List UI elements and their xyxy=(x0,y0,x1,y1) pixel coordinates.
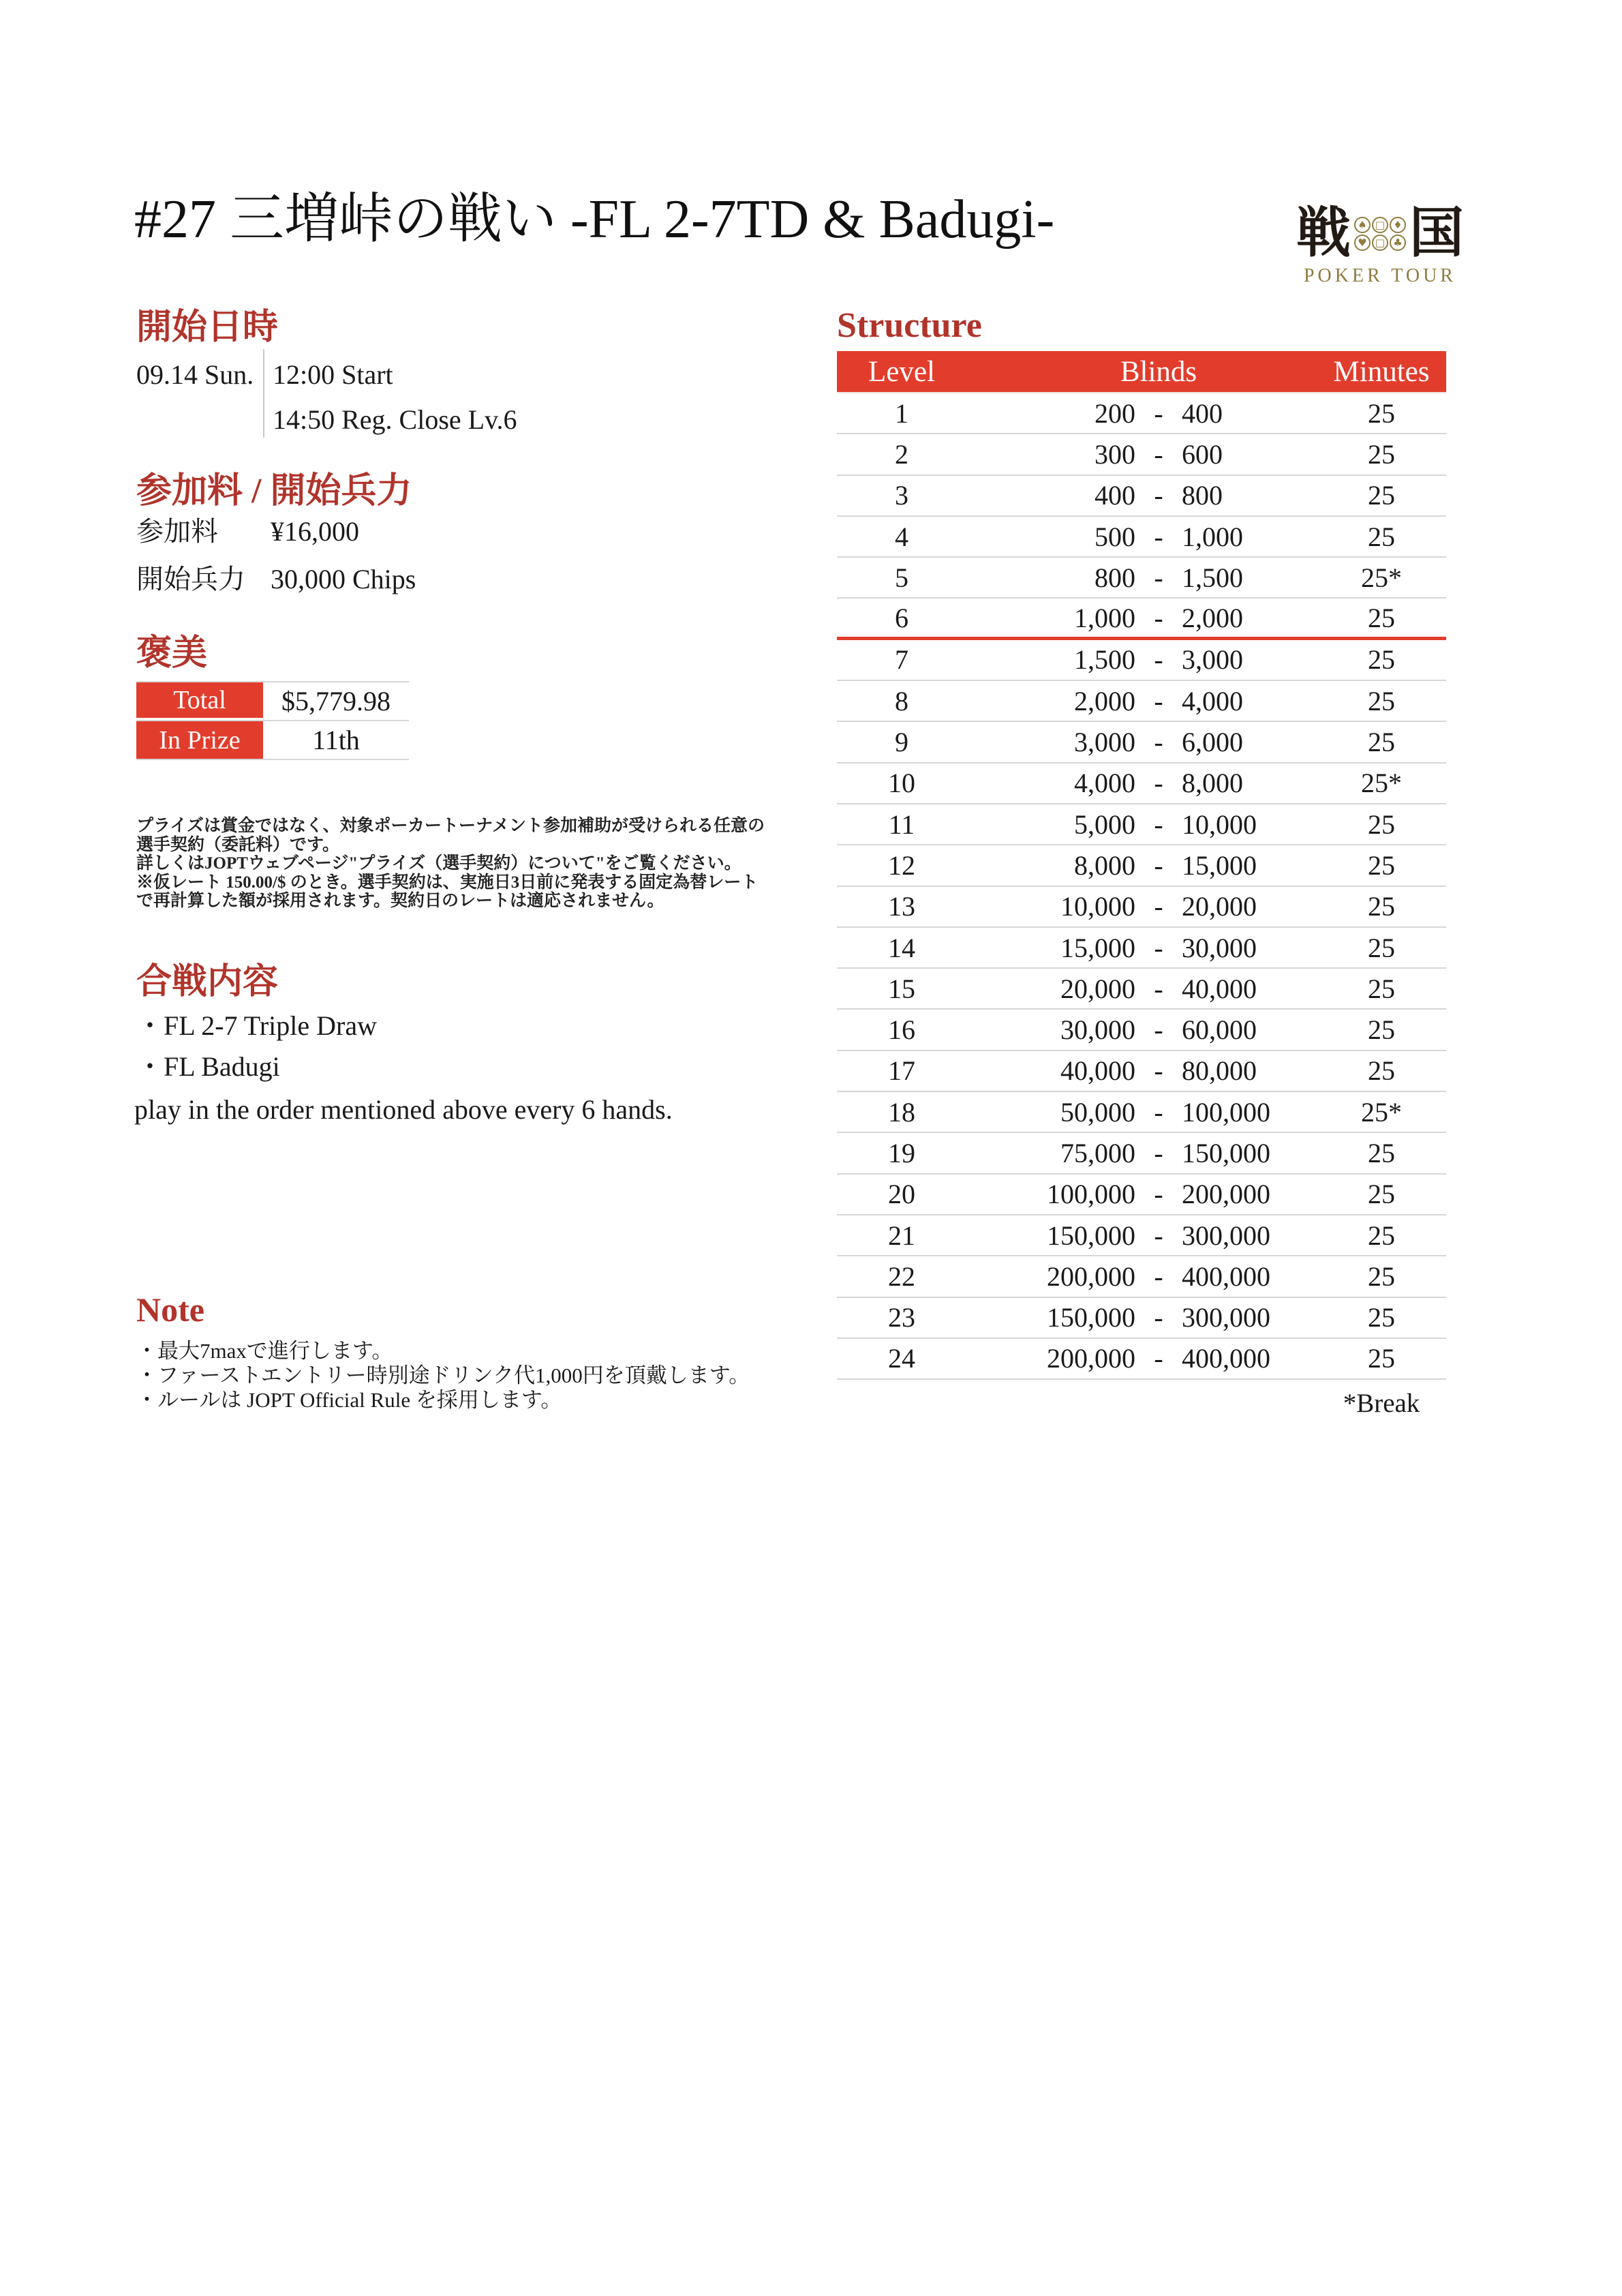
structure-row xyxy=(837,1256,1446,1297)
big-blind-cell: 8,000 xyxy=(1182,768,1243,799)
blinds-dash: - xyxy=(1154,809,1163,840)
prize-row-total xyxy=(136,682,409,721)
prize-table xyxy=(136,681,409,760)
coin-spade-icon: ♠ xyxy=(1354,217,1371,233)
big-blind-cell: 400 xyxy=(1182,397,1223,429)
structure-row xyxy=(837,517,1446,558)
level-cell: 23 xyxy=(888,1302,915,1333)
small-blind-cell: 2,000 xyxy=(1074,685,1135,716)
big-blind-cell: 150,000 xyxy=(1182,1137,1270,1168)
schedule-date: 09.14 Sun. xyxy=(136,359,254,390)
big-blind-cell: 600 xyxy=(1182,438,1223,470)
structure-row xyxy=(837,476,1446,517)
structure-row xyxy=(837,1133,1446,1174)
prize-disclaimer xyxy=(136,817,818,911)
level-cell: 22 xyxy=(888,1260,915,1292)
big-blind-cell: 400,000 xyxy=(1182,1260,1270,1292)
structure-row xyxy=(837,1092,1446,1133)
col-header-blinds: Blinds xyxy=(1120,355,1197,388)
level-cell: 18 xyxy=(888,1096,915,1128)
entry-fee-value: ¥16,000 xyxy=(271,516,359,547)
prize-total-label: Total xyxy=(136,682,263,720)
game-item: ・FL Badugi xyxy=(136,1051,280,1082)
level-cell: 9 xyxy=(895,727,908,758)
games-heading: 合戦内容 xyxy=(136,963,279,1001)
minutes-cell: 25 xyxy=(1368,849,1395,881)
page-title: #27 三増峠の戦い -FL 2-7TD & Badugi- xyxy=(134,190,1055,250)
big-blind-cell: 15,000 xyxy=(1182,849,1257,881)
big-blind-cell: 60,000 xyxy=(1182,1014,1257,1046)
structure-row xyxy=(837,1339,1446,1380)
minutes-cell: 25 xyxy=(1368,727,1395,758)
coin-diamond-icon: ♦ xyxy=(1390,217,1406,233)
minutes-cell: 25 xyxy=(1368,1137,1395,1168)
note-item: ・最大7maxで進行します。 xyxy=(136,1339,393,1363)
blinds-dash: - xyxy=(1154,932,1163,963)
logo-kanji-row xyxy=(1295,204,1465,264)
coin-square-icon: □ xyxy=(1372,217,1388,233)
blinds-dash: - xyxy=(1154,849,1163,881)
small-blind-cell: 4,000 xyxy=(1074,768,1135,799)
big-blind-cell: 80,000 xyxy=(1182,1055,1257,1087)
prize-total-value: $5,779.98 xyxy=(281,686,391,716)
small-blind-cell: 3,000 xyxy=(1074,727,1135,758)
level-cell: 1 xyxy=(895,397,908,429)
minutes-cell: 25 xyxy=(1368,809,1395,840)
minutes-cell: 25* xyxy=(1361,1096,1402,1128)
big-blind-cell: 3,000 xyxy=(1182,644,1243,676)
note-item: ・ファーストエントリー時別途ドリンク代1,000円を頂戴します。 xyxy=(136,1363,750,1387)
level-cell: 2 xyxy=(895,438,908,470)
level-cell: 16 xyxy=(888,1014,915,1046)
logo-kanji-left: 戦 xyxy=(1296,204,1351,264)
small-blind-cell: 8,000 xyxy=(1074,849,1135,881)
blinds-dash: - xyxy=(1154,644,1163,676)
logo-subtitle: POKER TOUR xyxy=(1303,265,1456,286)
col-header-minutes: Minutes xyxy=(1333,355,1430,388)
structure-row xyxy=(837,1010,1446,1051)
blinds-dash: - xyxy=(1154,685,1163,716)
structure-row xyxy=(837,722,1446,763)
blinds-dash: - xyxy=(1154,438,1163,470)
blinds-dash: - xyxy=(1154,891,1163,922)
prize-row-inprize xyxy=(136,721,409,760)
big-blind-cell: 100,000 xyxy=(1182,1096,1270,1128)
disclaimer-line: ※仮レート 150.00/$ のとき。選手契約は、実施日3日前に発表する固定為替レート xyxy=(136,873,759,892)
level-cell: 6 xyxy=(895,602,908,633)
minutes-cell: 25 xyxy=(1368,891,1395,922)
big-blind-cell: 40,000 xyxy=(1182,973,1257,1004)
prize-heading: 褒美 xyxy=(136,634,208,673)
schedule-divider xyxy=(263,349,264,438)
level-cell: 17 xyxy=(888,1055,915,1087)
note-list xyxy=(136,1339,750,1413)
minutes-cell: 25 xyxy=(1368,1179,1395,1210)
level-cell: 5 xyxy=(895,562,908,593)
schedule-heading: 開始日時 xyxy=(136,308,279,347)
small-blind-cell: 150,000 xyxy=(1047,1302,1135,1333)
game-item: ・FL 2-7 Triple Draw xyxy=(136,1010,377,1041)
small-blind-cell: 15,000 xyxy=(1060,932,1135,963)
structure-table-header xyxy=(837,351,1446,393)
big-blind-cell: 1,000 xyxy=(1182,521,1243,552)
level-cell: 4 xyxy=(895,521,908,552)
disclaimer-line: 選手契約（委託料）です。 xyxy=(136,835,340,854)
minutes-cell: 25 xyxy=(1368,438,1395,470)
structure-row xyxy=(837,681,1446,722)
structure-table xyxy=(837,351,1446,1380)
structure-row xyxy=(837,393,1446,434)
small-blind-cell: 500 xyxy=(1095,521,1135,552)
structure-heading: Structure xyxy=(837,306,982,345)
small-blind-cell: 800 xyxy=(1095,562,1135,593)
structure-row xyxy=(837,1175,1446,1215)
start-stack-value: 30,000 Chips xyxy=(271,564,416,594)
minutes-cell: 25 xyxy=(1368,932,1395,963)
small-blind-cell: 75,000 xyxy=(1060,1137,1135,1168)
logo-kanji-right: 国 xyxy=(1409,204,1464,264)
level-cell: 8 xyxy=(895,685,908,716)
blinds-dash: - xyxy=(1154,1343,1163,1374)
level-cell: 15 xyxy=(888,973,915,1004)
level-cell: 11 xyxy=(888,809,915,840)
minutes-cell: 25 xyxy=(1368,1343,1395,1374)
blinds-dash: - xyxy=(1154,602,1163,633)
big-blind-cell: 20,000 xyxy=(1182,891,1257,922)
blinds-dash: - xyxy=(1154,562,1163,593)
structure-row xyxy=(837,1051,1446,1092)
structure-row xyxy=(837,969,1446,1010)
level-cell: 24 xyxy=(888,1343,915,1374)
blinds-dash: - xyxy=(1154,480,1163,511)
level-cell: 19 xyxy=(888,1137,915,1168)
minutes-cell: 25 xyxy=(1368,1220,1395,1251)
level-cell: 7 xyxy=(895,644,908,676)
big-blind-cell: 1,500 xyxy=(1182,562,1243,593)
coin-heart-icon: ♥ xyxy=(1354,235,1371,251)
level-cell: 3 xyxy=(895,480,908,511)
small-blind-cell: 10,000 xyxy=(1060,891,1135,922)
small-blind-cell: 30,000 xyxy=(1060,1014,1135,1046)
structure-row xyxy=(837,1298,1446,1339)
structure-row xyxy=(837,434,1446,475)
logo-suit-coins xyxy=(1354,217,1406,251)
minutes-cell: 25 xyxy=(1368,480,1395,511)
structure-row xyxy=(837,804,1446,845)
blinds-dash: - xyxy=(1154,1137,1163,1168)
structure-row xyxy=(837,599,1446,639)
disclaimer-line: で再計算した額が採用されます。契約日のレートは適応されません。 xyxy=(136,892,664,910)
small-blind-cell: 100,000 xyxy=(1047,1179,1135,1210)
structure-row xyxy=(837,845,1446,886)
blinds-dash: - xyxy=(1154,1220,1163,1251)
small-blind-cell: 40,000 xyxy=(1060,1055,1135,1087)
small-blind-cell: 150,000 xyxy=(1047,1220,1135,1251)
small-blind-cell: 200,000 xyxy=(1047,1260,1135,1292)
schedule-reg-close: 14:50 Reg. Close Lv.6 xyxy=(273,404,517,435)
blinds-dash: - xyxy=(1154,1055,1163,1087)
big-blind-cell: 400,000 xyxy=(1182,1343,1270,1374)
big-blind-cell: 300,000 xyxy=(1182,1302,1270,1333)
games-order-note: play in the order mentioned above every 6 hands. xyxy=(134,1094,673,1125)
big-blind-cell: 800 xyxy=(1182,480,1223,511)
level-cell: 12 xyxy=(888,849,915,881)
structure-row xyxy=(837,887,1446,928)
small-blind-cell: 5,000 xyxy=(1074,809,1135,840)
small-blind-cell: 20,000 xyxy=(1060,973,1135,1004)
blinds-dash: - xyxy=(1154,1302,1163,1333)
big-blind-cell: 200,000 xyxy=(1182,1179,1270,1210)
entry-fee-label: 参加料 xyxy=(136,516,218,547)
level-cell: 20 xyxy=(888,1179,915,1210)
small-blind-cell: 300 xyxy=(1095,438,1135,470)
minutes-cell: 25 xyxy=(1368,1055,1395,1087)
prize-inprize-value: 11th xyxy=(312,725,360,755)
minutes-cell: 25 xyxy=(1368,397,1395,429)
start-stack-label: 開始兵力 xyxy=(136,564,245,594)
blinds-dash: - xyxy=(1154,1096,1163,1128)
level-cell: 21 xyxy=(888,1220,915,1251)
coin-square-icon: □ xyxy=(1372,235,1388,251)
minutes-cell: 25* xyxy=(1361,768,1402,799)
blinds-dash: - xyxy=(1154,1179,1163,1210)
blinds-dash: - xyxy=(1154,768,1163,799)
brand-logo xyxy=(1295,204,1465,287)
minutes-cell: 25 xyxy=(1368,685,1395,716)
disclaimer-line: 詳しくはJOPTウェブページ"プライズ（選手契約）について"をご覧ください。 xyxy=(136,854,741,873)
minutes-cell: 25 xyxy=(1368,521,1395,552)
blinds-dash: - xyxy=(1154,973,1163,1004)
entry-heading: 参加料 / 開始兵力 xyxy=(136,472,412,511)
big-blind-cell: 6,000 xyxy=(1182,727,1243,758)
blinds-dash: - xyxy=(1154,397,1163,429)
structure-row xyxy=(837,640,1446,681)
blinds-dash: - xyxy=(1154,1014,1163,1046)
big-blind-cell: 30,000 xyxy=(1182,932,1257,963)
small-blind-cell: 1,000 xyxy=(1074,602,1135,633)
col-header-level: Level xyxy=(868,355,935,388)
minutes-cell: 25* xyxy=(1361,562,1402,593)
prize-inprize-label: In Prize xyxy=(136,721,263,759)
big-blind-cell: 2,000 xyxy=(1182,602,1243,633)
big-blind-cell: 10,000 xyxy=(1182,809,1257,840)
structure-row xyxy=(837,1215,1446,1256)
structure-rows xyxy=(837,393,1446,1380)
small-blind-cell: 200 xyxy=(1095,397,1135,429)
break-footnote: *Break xyxy=(1343,1389,1420,1418)
coin-club-icon: ♣ xyxy=(1390,235,1406,251)
structure-row xyxy=(837,558,1446,599)
level-cell: 13 xyxy=(888,891,915,922)
minutes-cell: 25 xyxy=(1368,644,1395,676)
structure-row xyxy=(837,928,1446,969)
blinds-dash: - xyxy=(1154,727,1163,758)
note-item: ・ルールは JOPT Official Rule を採用します。 xyxy=(136,1388,562,1412)
minutes-cell: 25 xyxy=(1368,1302,1395,1333)
big-blind-cell: 4,000 xyxy=(1182,685,1243,716)
small-blind-cell: 50,000 xyxy=(1060,1096,1135,1128)
disclaimer-line: プライズは賞金ではなく、対象ポーカートーナメント参加補助が受けられる任意の xyxy=(136,817,765,835)
minutes-cell: 25 xyxy=(1368,602,1395,633)
blinds-dash: - xyxy=(1154,521,1163,552)
note-heading: Note xyxy=(136,1290,204,1329)
level-cell: 14 xyxy=(888,932,915,963)
minutes-cell: 25 xyxy=(1368,973,1395,1004)
minutes-cell: 25 xyxy=(1368,1260,1395,1292)
blinds-dash: - xyxy=(1154,1260,1163,1292)
small-blind-cell: 200,000 xyxy=(1047,1343,1135,1374)
big-blind-cell: 300,000 xyxy=(1182,1220,1270,1251)
level-cell: 10 xyxy=(888,768,915,799)
minutes-cell: 25 xyxy=(1368,1014,1395,1046)
small-blind-cell: 1,500 xyxy=(1074,644,1135,676)
schedule-start-time: 12:00 Start xyxy=(273,359,393,390)
small-blind-cell: 400 xyxy=(1095,480,1135,511)
structure-row xyxy=(837,764,1446,804)
